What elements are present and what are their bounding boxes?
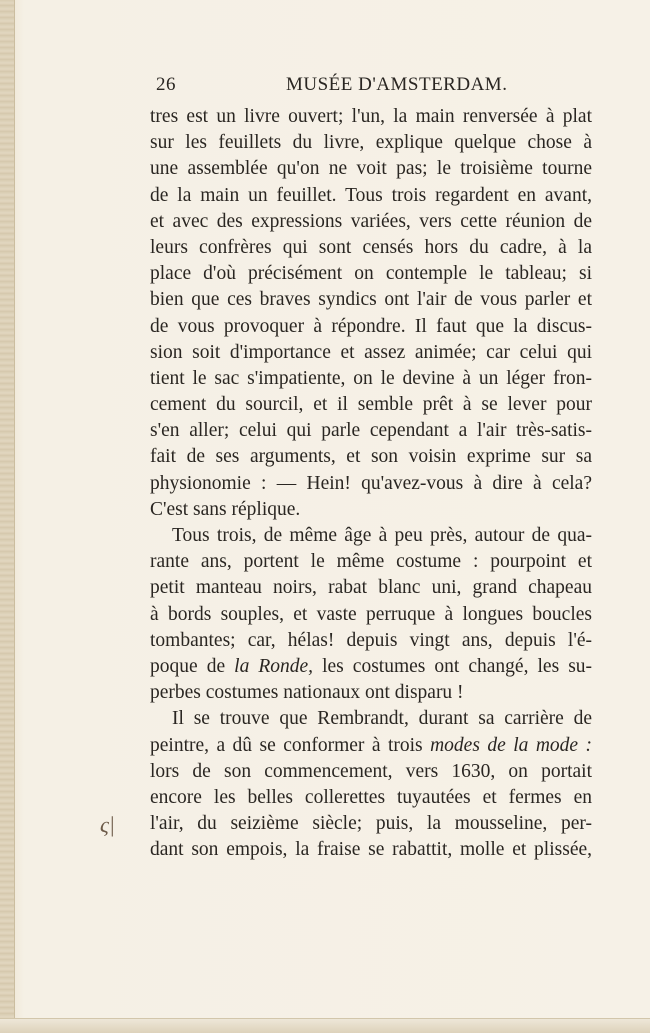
text-line: petit manteau noirs, rabat blanc uni, grand chapeau bbox=[150, 577, 592, 599]
text-line: et avec des expressions variées, vers cette réunion de bbox=[150, 210, 592, 232]
page-number: 26 bbox=[156, 74, 176, 95]
italic-phrase: modes de la mode : bbox=[430, 734, 592, 756]
text-line: l'air, du seizième siècle; puis, la mousseline, per- bbox=[150, 813, 592, 835]
text-line: sion soit d'importance et assez animée; car celui qui bbox=[150, 341, 592, 363]
text-line: à bords souples, et vaste perruque à longues boucles bbox=[150, 603, 592, 625]
text-line: tres est un livre ouvert; l'un, la main renversée à plat bbox=[150, 106, 592, 127]
text-line: Il se trouve que Rembrandt, durant sa carrière de bbox=[172, 708, 592, 730]
text-line: encore les belles collerettes tuyautées et fermes en bbox=[150, 786, 592, 808]
page-bottom-edge bbox=[0, 1018, 650, 1033]
text-line: bien que ces braves syndics ont l'air de vous parler et bbox=[150, 289, 592, 311]
margin-pencil-note: ς| bbox=[100, 812, 115, 837]
running-title: MUSÉE D'AMSTERDAM. bbox=[286, 74, 508, 95]
text-segment: peintre, a dû se conformer à trois bbox=[150, 734, 423, 756]
text-line: cement du sourcil, et il semble prêt à se lever pour bbox=[150, 394, 592, 416]
text-segment: poque de bbox=[150, 655, 226, 677]
text-line: rante ans, portent le même costume : pourpoint et bbox=[150, 551, 592, 573]
text-line: s'en aller; celui qui parle cependant a l'air très-satis- bbox=[150, 420, 592, 442]
text-line: fait de ses arguments, et son voisin exprime sur sa bbox=[150, 446, 592, 468]
text-line: tombantes; car, hélas! depuis vingt ans, depuis l'é- bbox=[150, 629, 592, 651]
text-line: perbes costumes nationaux ont disparu ! bbox=[150, 682, 464, 704]
body-text bbox=[150, 104, 592, 863]
page-header bbox=[156, 74, 596, 100]
page-binding bbox=[0, 0, 15, 1033]
text-line: Tous trois, de même âge à peu près, autour de qua- bbox=[172, 525, 592, 546]
text-line: leurs confrères qui sont censés hors du cadre, à la bbox=[150, 236, 592, 258]
text-line: C'est sans réplique. bbox=[150, 498, 301, 520]
text-line: de vous provoquer à répondre. Il faut que la discus- bbox=[150, 315, 592, 337]
text-line: de la main un feuillet. Tous trois regardent en avant, bbox=[150, 184, 592, 206]
text-line: place d'où précisément on contemple le tableau; si bbox=[150, 263, 592, 285]
text-line bbox=[150, 654, 592, 680]
text-segment: les costumes ont changé, les su- bbox=[322, 655, 593, 677]
text-line: lors de son commencement, vers 1630, on portait bbox=[150, 760, 592, 782]
text-line: sur les feuillets du livre, explique quelque chose à bbox=[150, 132, 592, 154]
text-line: physionomie : — Hein! qu'avez-vous à dire à cela? bbox=[150, 472, 592, 494]
italic-title: la Ronde, bbox=[234, 655, 314, 677]
text-line bbox=[150, 733, 592, 759]
text-line: dant son empois, la fraise se rabattit, molle et plissée, bbox=[150, 839, 592, 861]
text-line: tient le sac s'impatiente, on le devine à un léger fron- bbox=[150, 367, 592, 389]
text-line: une assemblée qu'on ne voit pas; le troisième tourne bbox=[150, 158, 592, 180]
